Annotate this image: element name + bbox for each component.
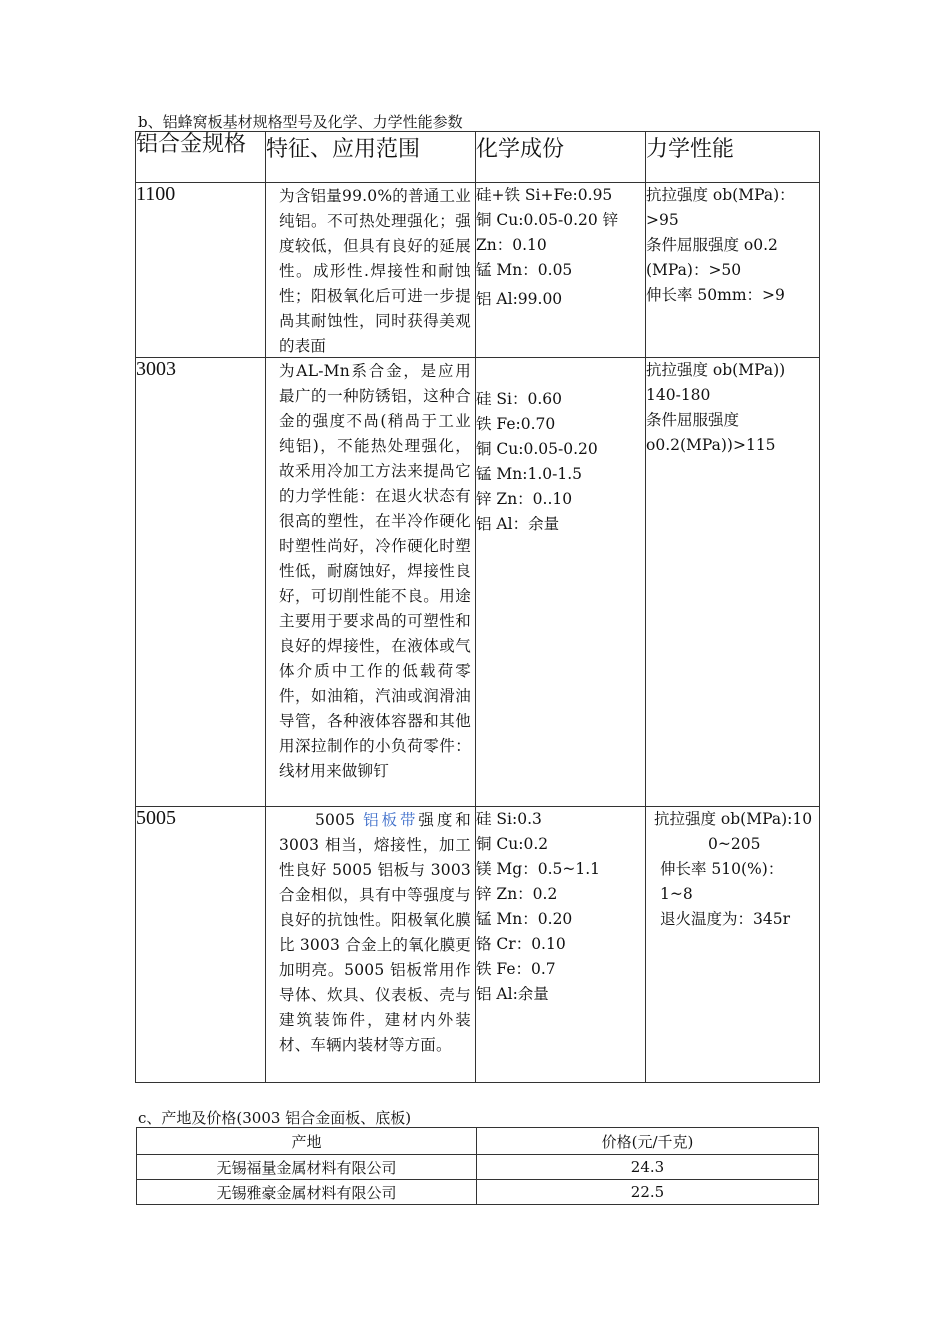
mech-line: (MPa)：>50: [646, 261, 742, 279]
mech-line: 140-180: [646, 386, 711, 404]
mech-line: >95: [646, 211, 679, 229]
mech-line: 抗拉强度 ob(MPa)：: [646, 186, 795, 204]
table-row: [137, 1155, 819, 1180]
chem-line: 铝 Al:99.00: [476, 290, 563, 308]
mech-line: 退火温度为：345r: [660, 910, 790, 928]
mech-cell: [646, 358, 820, 807]
mech-line: 0~205: [708, 835, 761, 853]
origin-cell: 无锡雅豪金属材料有限公司: [137, 1180, 477, 1205]
table-row: [136, 183, 820, 358]
price-header-row: [137, 1128, 819, 1155]
chem-cell: [476, 183, 646, 358]
mech-line: 伸长率 510(%)：: [660, 860, 784, 878]
feature-lead: 5005: [315, 811, 364, 829]
feature-text: 为含铝量99.0%的普通工业纯铝。不可热处理强化；强度较低，但具有良好的延展性。成形性.焊接性和耐蚀性；阳极氧化后可进一步提咼其耐蚀性，同时获得美观的表面: [279, 187, 471, 355]
section-b-title: b、铝蜂窝板基材规格型号及化学、力学性能参数: [138, 113, 463, 131]
header-price: 价格(元/千克): [477, 1128, 819, 1155]
chem-line: 铁 Fe:0.70: [476, 415, 556, 433]
header-origin: 产地: [137, 1128, 477, 1155]
mech-line: 条件屈服强度: [646, 411, 740, 429]
chem-line: 铁 Fe：0.7: [476, 960, 556, 978]
mech-cell: [646, 183, 820, 358]
feature-text: 为AL-Mn系合金，是应用最广的一种防锈铝，这种合金的强度不咼(稍咼于工业纯铝)，不能热处理强化，故釆用冷加工方法来提咼它的力学性能：在退火状态有很高的塑性，在半冷作硬化时塑性尚好，冷作硬化时塑性低，耐腐蚀好，焊接性良好，可切削性能不良。用途主要用于要求咼的可塑性和良好的焊接性，在液体或气体介质中工作的低载荷零件，如油箱，汽油或润滑油导管，各种液体容器和其他用深拉制作的小负荷零件：线材用来做铆钉: [279, 362, 471, 780]
section-c-title: c、产地及价格(3003 铝合金面板、底板): [138, 1109, 412, 1127]
feature-cell: [266, 358, 476, 807]
aluminum-strip-link[interactable]: 铝板带: [363, 811, 419, 829]
table-row: [136, 358, 820, 807]
feature-text: [266, 807, 475, 1058]
chem-line: 硅+铁 Si+Fe:0.95: [476, 186, 613, 204]
table-row: [137, 1180, 819, 1205]
chem-line: 铝 Al：余量: [476, 515, 560, 533]
header-mechanics: 力学性能: [646, 132, 820, 183]
chem-line: 硅 Si：0.60: [476, 390, 563, 408]
table-row: [136, 807, 820, 1083]
chem-line: 锰 Mn:1.0-1.5: [476, 465, 583, 483]
spec-table: [135, 131, 820, 1083]
mech-cell: [646, 807, 820, 1083]
chem-cell: [476, 807, 646, 1083]
spec-header-row: [136, 132, 820, 183]
chem-cell: [476, 358, 646, 807]
chem-line: Zn：0.10: [476, 236, 547, 254]
feature-cell: [266, 183, 476, 358]
chem-line: 硅 Si:0.3: [476, 810, 542, 828]
alloy-model: 1100: [136, 183, 266, 358]
origin-cell: 无锡福量金属材料有限公司: [137, 1155, 477, 1180]
chem-line: 镁 Mg：0.5~1.1: [476, 860, 601, 878]
price-table: [136, 1127, 819, 1205]
chem-line: 铜 Cu:0.05-0.20: [476, 440, 598, 458]
header-chemistry: 化学成份: [476, 132, 646, 183]
mech-line: 1~8: [660, 885, 693, 903]
header-alloy-spec: 铝合金规格: [136, 132, 266, 183]
mech-line: o0.2(MPa))>115: [646, 436, 776, 454]
feature-rest: 强度和 3003 相当，熔接性，加工性良好 5005 铝板与 3003 合金相似，具有中等强度与良好的抗蚀性。阳极氧化膜比 3003 合金上的氧化膜更加明亮。5005 铝板常用作导体、炊具、仪表板、壳与建筑装饰件，建材内外装材、车辆内装材等方面。: [279, 811, 471, 1054]
price-cell: 22.5: [477, 1180, 819, 1205]
price-cell: 24.3: [477, 1155, 819, 1180]
chem-line: 锰 Mn：0.05: [476, 261, 573, 279]
mech-line: 抗拉强度 ob(MPa):10: [654, 810, 813, 828]
mech-line: 条件屈服强度 o0.2: [646, 236, 778, 254]
chem-line: 铜 Cu:0.2: [476, 835, 549, 853]
chem-line: 铜 Cu:0.05-0.20 锌: [476, 211, 619, 229]
header-feature: 特征、应用范围: [266, 132, 476, 183]
chem-line: 铬 Cr：0.10: [476, 935, 566, 953]
chem-line: 锌 Zn：0..10: [476, 490, 573, 508]
alloy-model: 5005: [136, 807, 266, 1083]
chem-line: 锌 Zn：0.2: [476, 885, 558, 903]
mech-line: 伸长率 50mm：>9: [646, 286, 785, 304]
mech-line: 抗拉强度 ob(MPa)): [646, 361, 786, 379]
chem-line: 锰 Mn：0.20: [476, 910, 573, 928]
chem-line: 铝 Al:余量: [476, 985, 549, 1003]
alloy-model: 3003: [136, 358, 266, 807]
feature-cell: [266, 807, 476, 1083]
